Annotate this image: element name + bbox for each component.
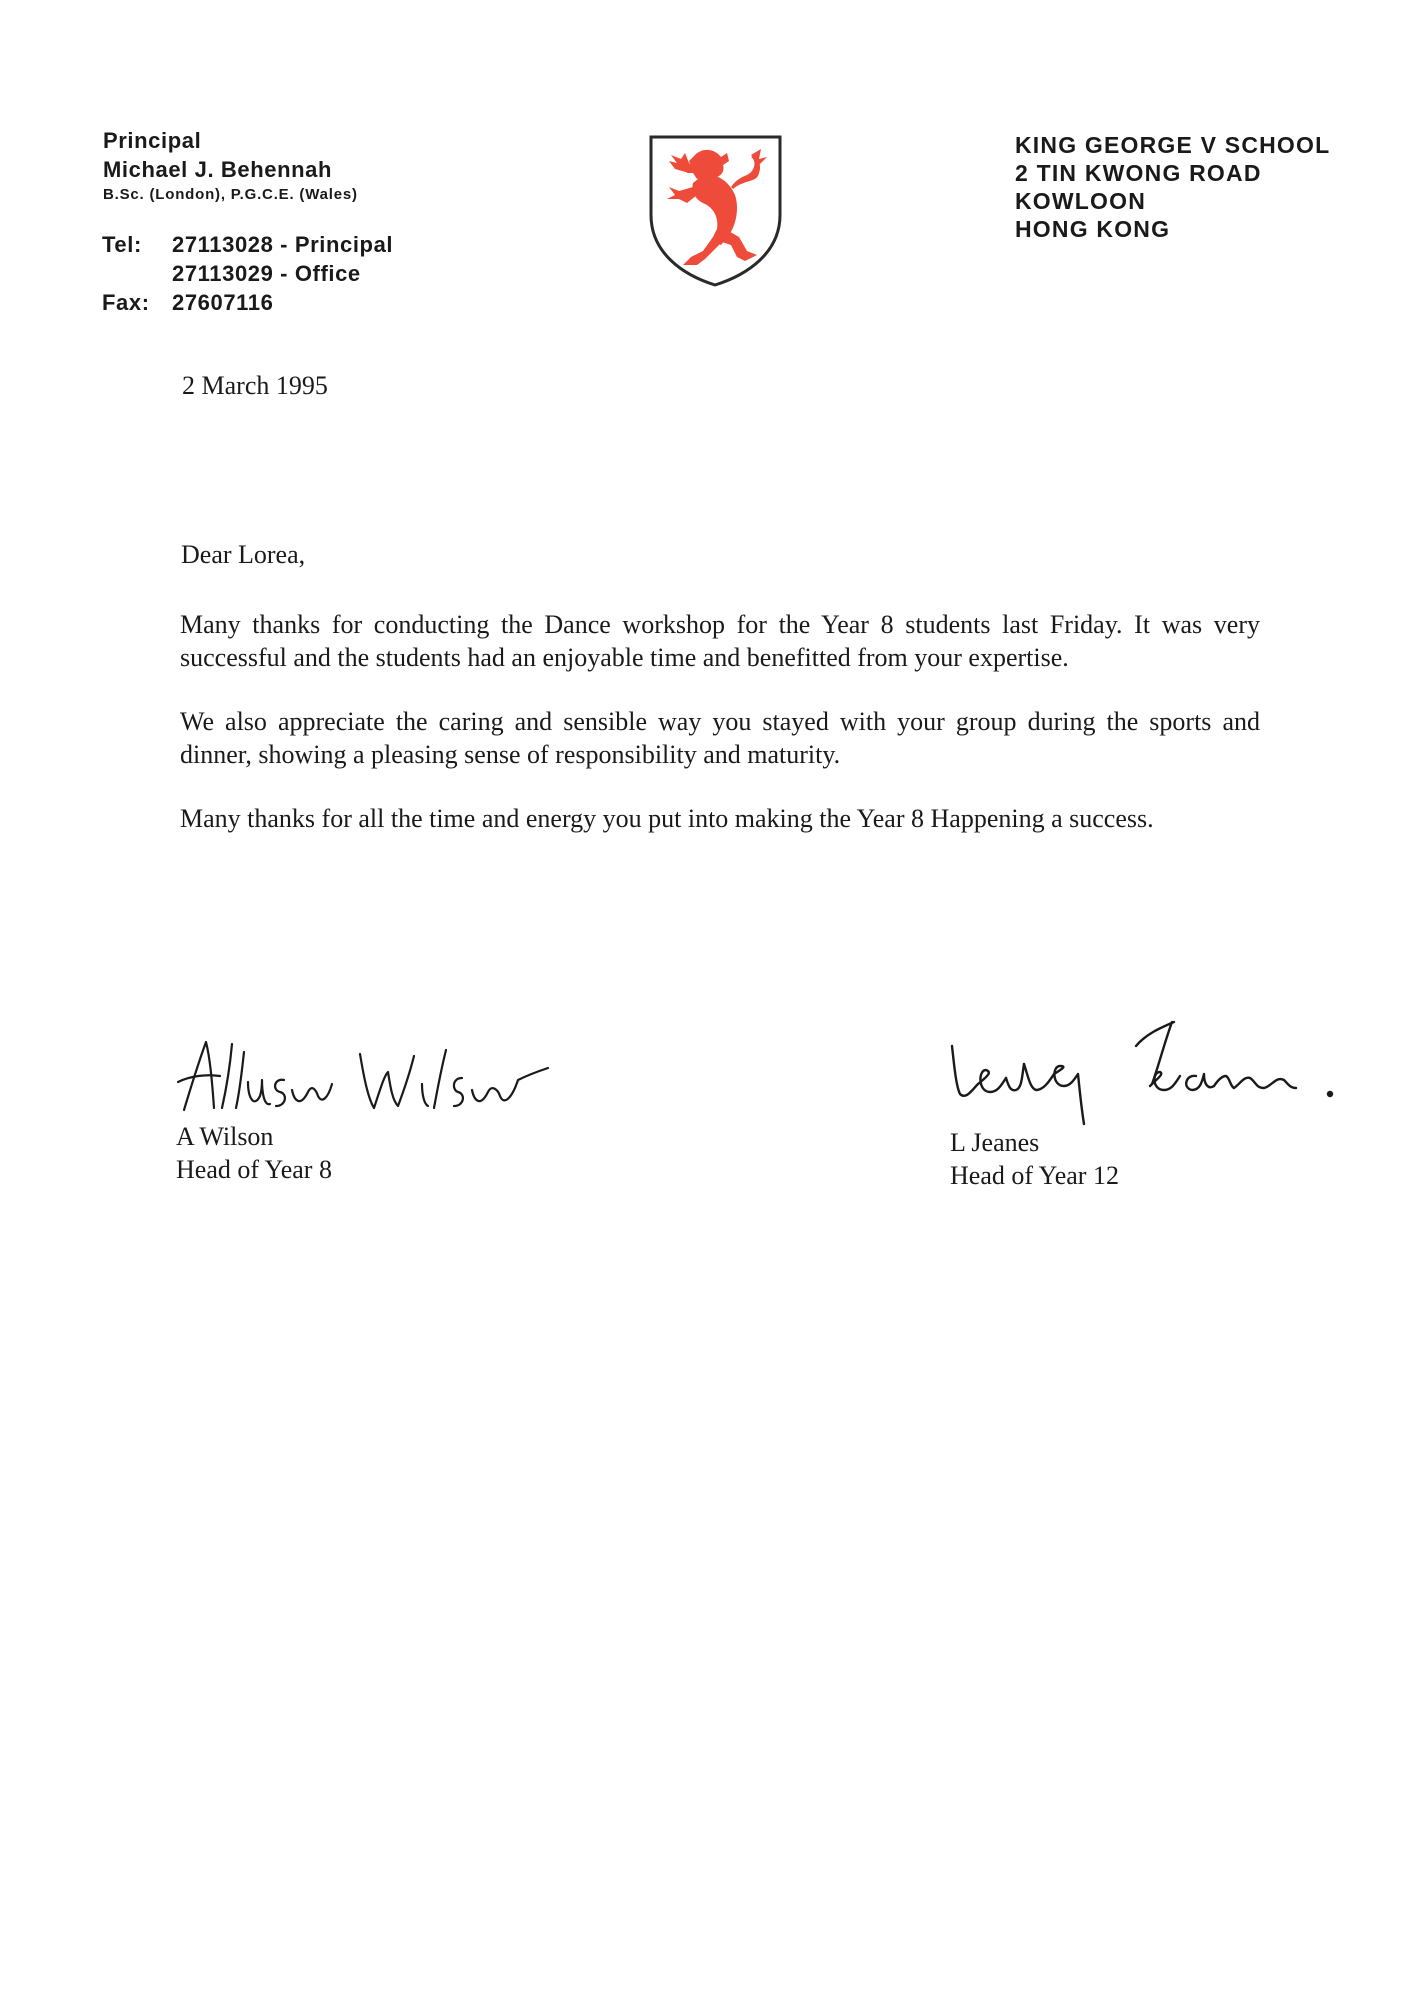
fax-number: 27607116 bbox=[172, 290, 274, 315]
signatory-wilson bbox=[176, 1020, 556, 1186]
tel-office-row bbox=[102, 259, 393, 288]
body-paragraph: Many thanks for conducting the Dance workshop for the Year 8 students last Friday. It was very successful and the students had an enjoyable time and benefitted from your expertise. bbox=[180, 610, 1260, 672]
principal-details bbox=[103, 126, 358, 206]
tel-principal: 27113028 - Principal bbox=[172, 232, 394, 257]
signatory-jeanes bbox=[950, 1014, 1370, 1192]
body-paragraph: We also appreciate the caring and sensible way you stayed with your group during the sports and dinner, showing a pleasing sense of responsibility and maturity. bbox=[180, 707, 1260, 769]
signatory-title: Head of Year 12 bbox=[950, 1161, 1119, 1190]
principal-name: Michael J. Behennah bbox=[103, 157, 333, 182]
letter-body bbox=[180, 608, 1260, 866]
tel-label: Tel: bbox=[102, 232, 142, 257]
fax-row bbox=[102, 288, 393, 317]
signatory-name: A Wilson bbox=[176, 1122, 274, 1151]
letter-date: 2 March 1995 bbox=[182, 371, 328, 400]
tel-row bbox=[102, 230, 393, 259]
address-line-city: HONG KONG bbox=[1015, 216, 1171, 242]
school-address bbox=[1015, 131, 1330, 243]
handwritten-signature-wilson bbox=[176, 1020, 556, 1120]
address-line-district: KOWLOON bbox=[1015, 188, 1147, 214]
principal-qualifications: B.Sc. (London), P.G.C.E. (Wales) bbox=[103, 186, 358, 203]
tel-office: 27113029 - Office bbox=[172, 261, 361, 286]
address-line-street: 2 TIN KWONG ROAD bbox=[1015, 160, 1262, 186]
address-line-school: KING GEORGE V SCHOOL bbox=[1015, 132, 1331, 158]
salutation: Dear Lorea, bbox=[181, 540, 306, 569]
fax-label: Fax: bbox=[102, 290, 150, 315]
signatory-title: Head of Year 8 bbox=[176, 1155, 332, 1184]
contact-details bbox=[102, 230, 393, 317]
principal-title: Principal bbox=[103, 128, 202, 153]
red-lion-rampant-shield-icon bbox=[647, 133, 784, 288]
signatory-name: L Jeanes bbox=[950, 1128, 1040, 1157]
handwritten-signature-jeanes bbox=[950, 1014, 1370, 1126]
body-paragraph: Many thanks for all the time and energy you put into making the Year 8 Happening a success. bbox=[180, 804, 1154, 833]
